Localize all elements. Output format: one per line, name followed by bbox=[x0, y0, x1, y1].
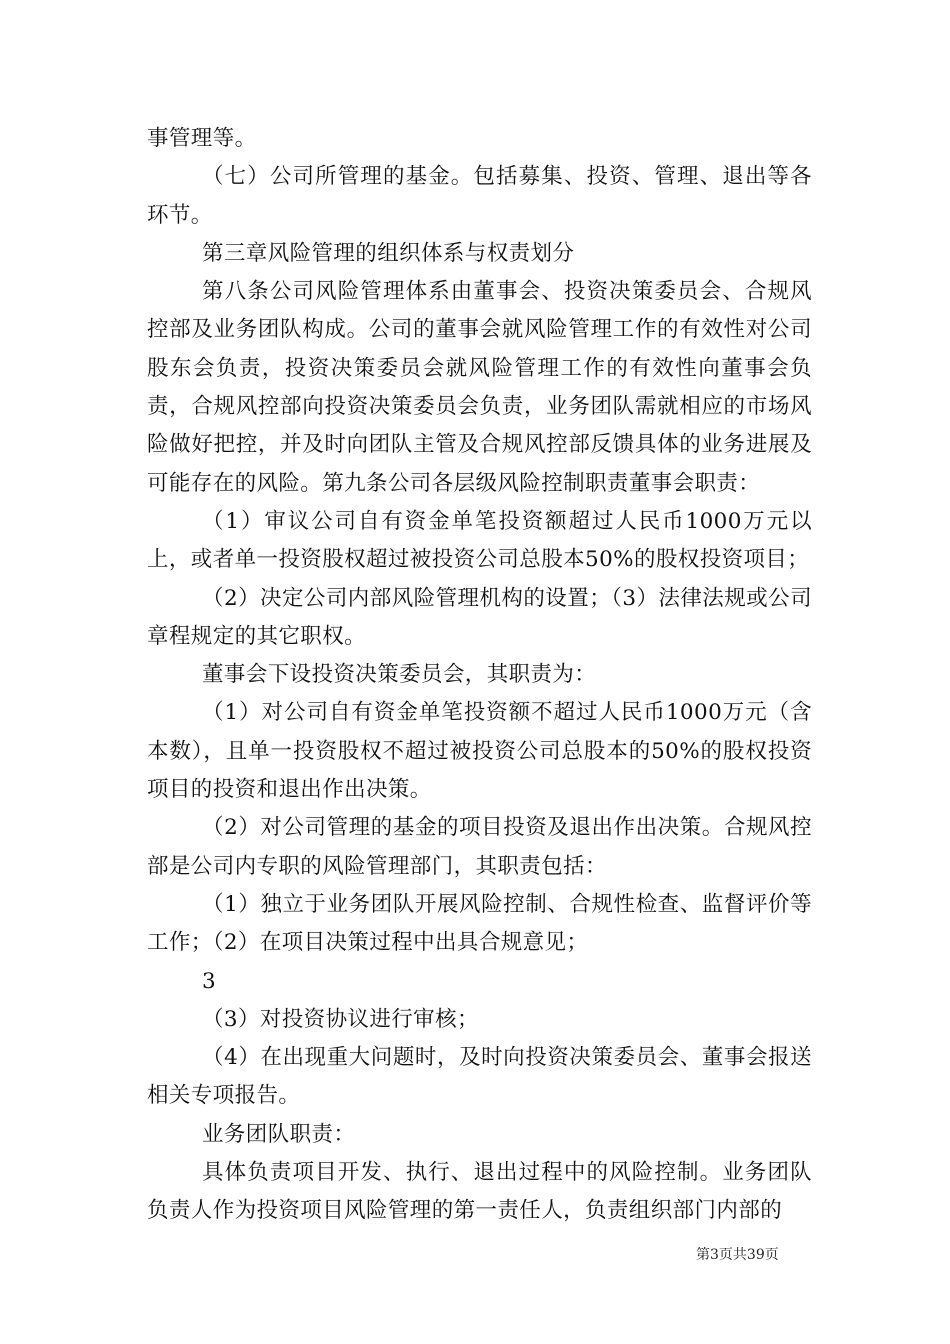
chapter-heading: 第三章风险管理的组织体系与权责划分 bbox=[202, 240, 575, 266]
paragraph-2: （七）公司所管理的基金。包括募集、投资、管理、退出等各环节。 bbox=[147, 164, 812, 228]
document-body bbox=[147, 120, 812, 1231]
paragraph-team-duty-heading: 业务团队职责： bbox=[202, 1121, 356, 1147]
inline-page-number: 3 bbox=[202, 968, 217, 994]
paragraph-board-duty-1: （1）审议公司自有资金单笔投资额超过人民币1000万元以上，或者单一投资股权超过被投资公司总股本50%的股权投资项目； bbox=[147, 508, 812, 573]
paragraph-team-duty-body: 具体负责项目开发、执行、退出过程中的风险控制。业务团队负责人作为投资项目风险管理的第一责任人，负责组织部门内部的 bbox=[147, 1160, 812, 1224]
page-footer: 第3页共39页 bbox=[696, 1247, 779, 1263]
paragraph-risk-dept-duty-3: （3）对投资协议进行审核； bbox=[202, 1006, 479, 1032]
paragraph-committee-intro: 董事会下设投资决策委员会，其职责为： bbox=[202, 662, 597, 688]
paragraph-article-8: 第八条公司风险管理体系由董事会、投资决策委员会、合规风控部及业务团队构成。公司的董事会就风险管理工作的有效性对公司股东会负责，投资决策委员会就风险管理工作的有效性向董事会负责，合规风控部向投资决策委员会负责，业务团队需就相应的市场风险做好把控，并及时向团队主管及合规风控部反馈具体的业务进展及可能存在的风险。第九条公司各层级风险控制职责董事会职责： bbox=[147, 279, 812, 496]
paragraph-committee-duty-1: （1）对公司自有资金单笔投资额不超过人民币1000万元（含本数），且单一投资股权不超过被投资公司总股本的50%的股权投资项目的投资和退出作出决策。 bbox=[147, 700, 812, 803]
paragraph-risk-dept-duty-1-2: （1）独立于业务团队开展风险控制、合规性检查、监督评价等工作；（2）在项目决策过程中出具合规意见； bbox=[147, 891, 812, 956]
paragraph-risk-dept-duty-4: （4）在出现重大问题时，及时向投资决策委员会、董事会报送相关专项报告。 bbox=[147, 1045, 812, 1109]
paragraph-1: 事管理等。 bbox=[147, 126, 257, 151]
paragraph-board-duty-2-3: （2）决定公司内部风险管理机构的设置；（3）法律法规或公司章程规定的其它职权。 bbox=[147, 585, 812, 649]
paragraph-committee-duty-2: （2）对公司管理的基金的项目投资及退出作出决策。合规风控部是公司内专职的风险管理部门，其职责包括： bbox=[147, 815, 812, 879]
